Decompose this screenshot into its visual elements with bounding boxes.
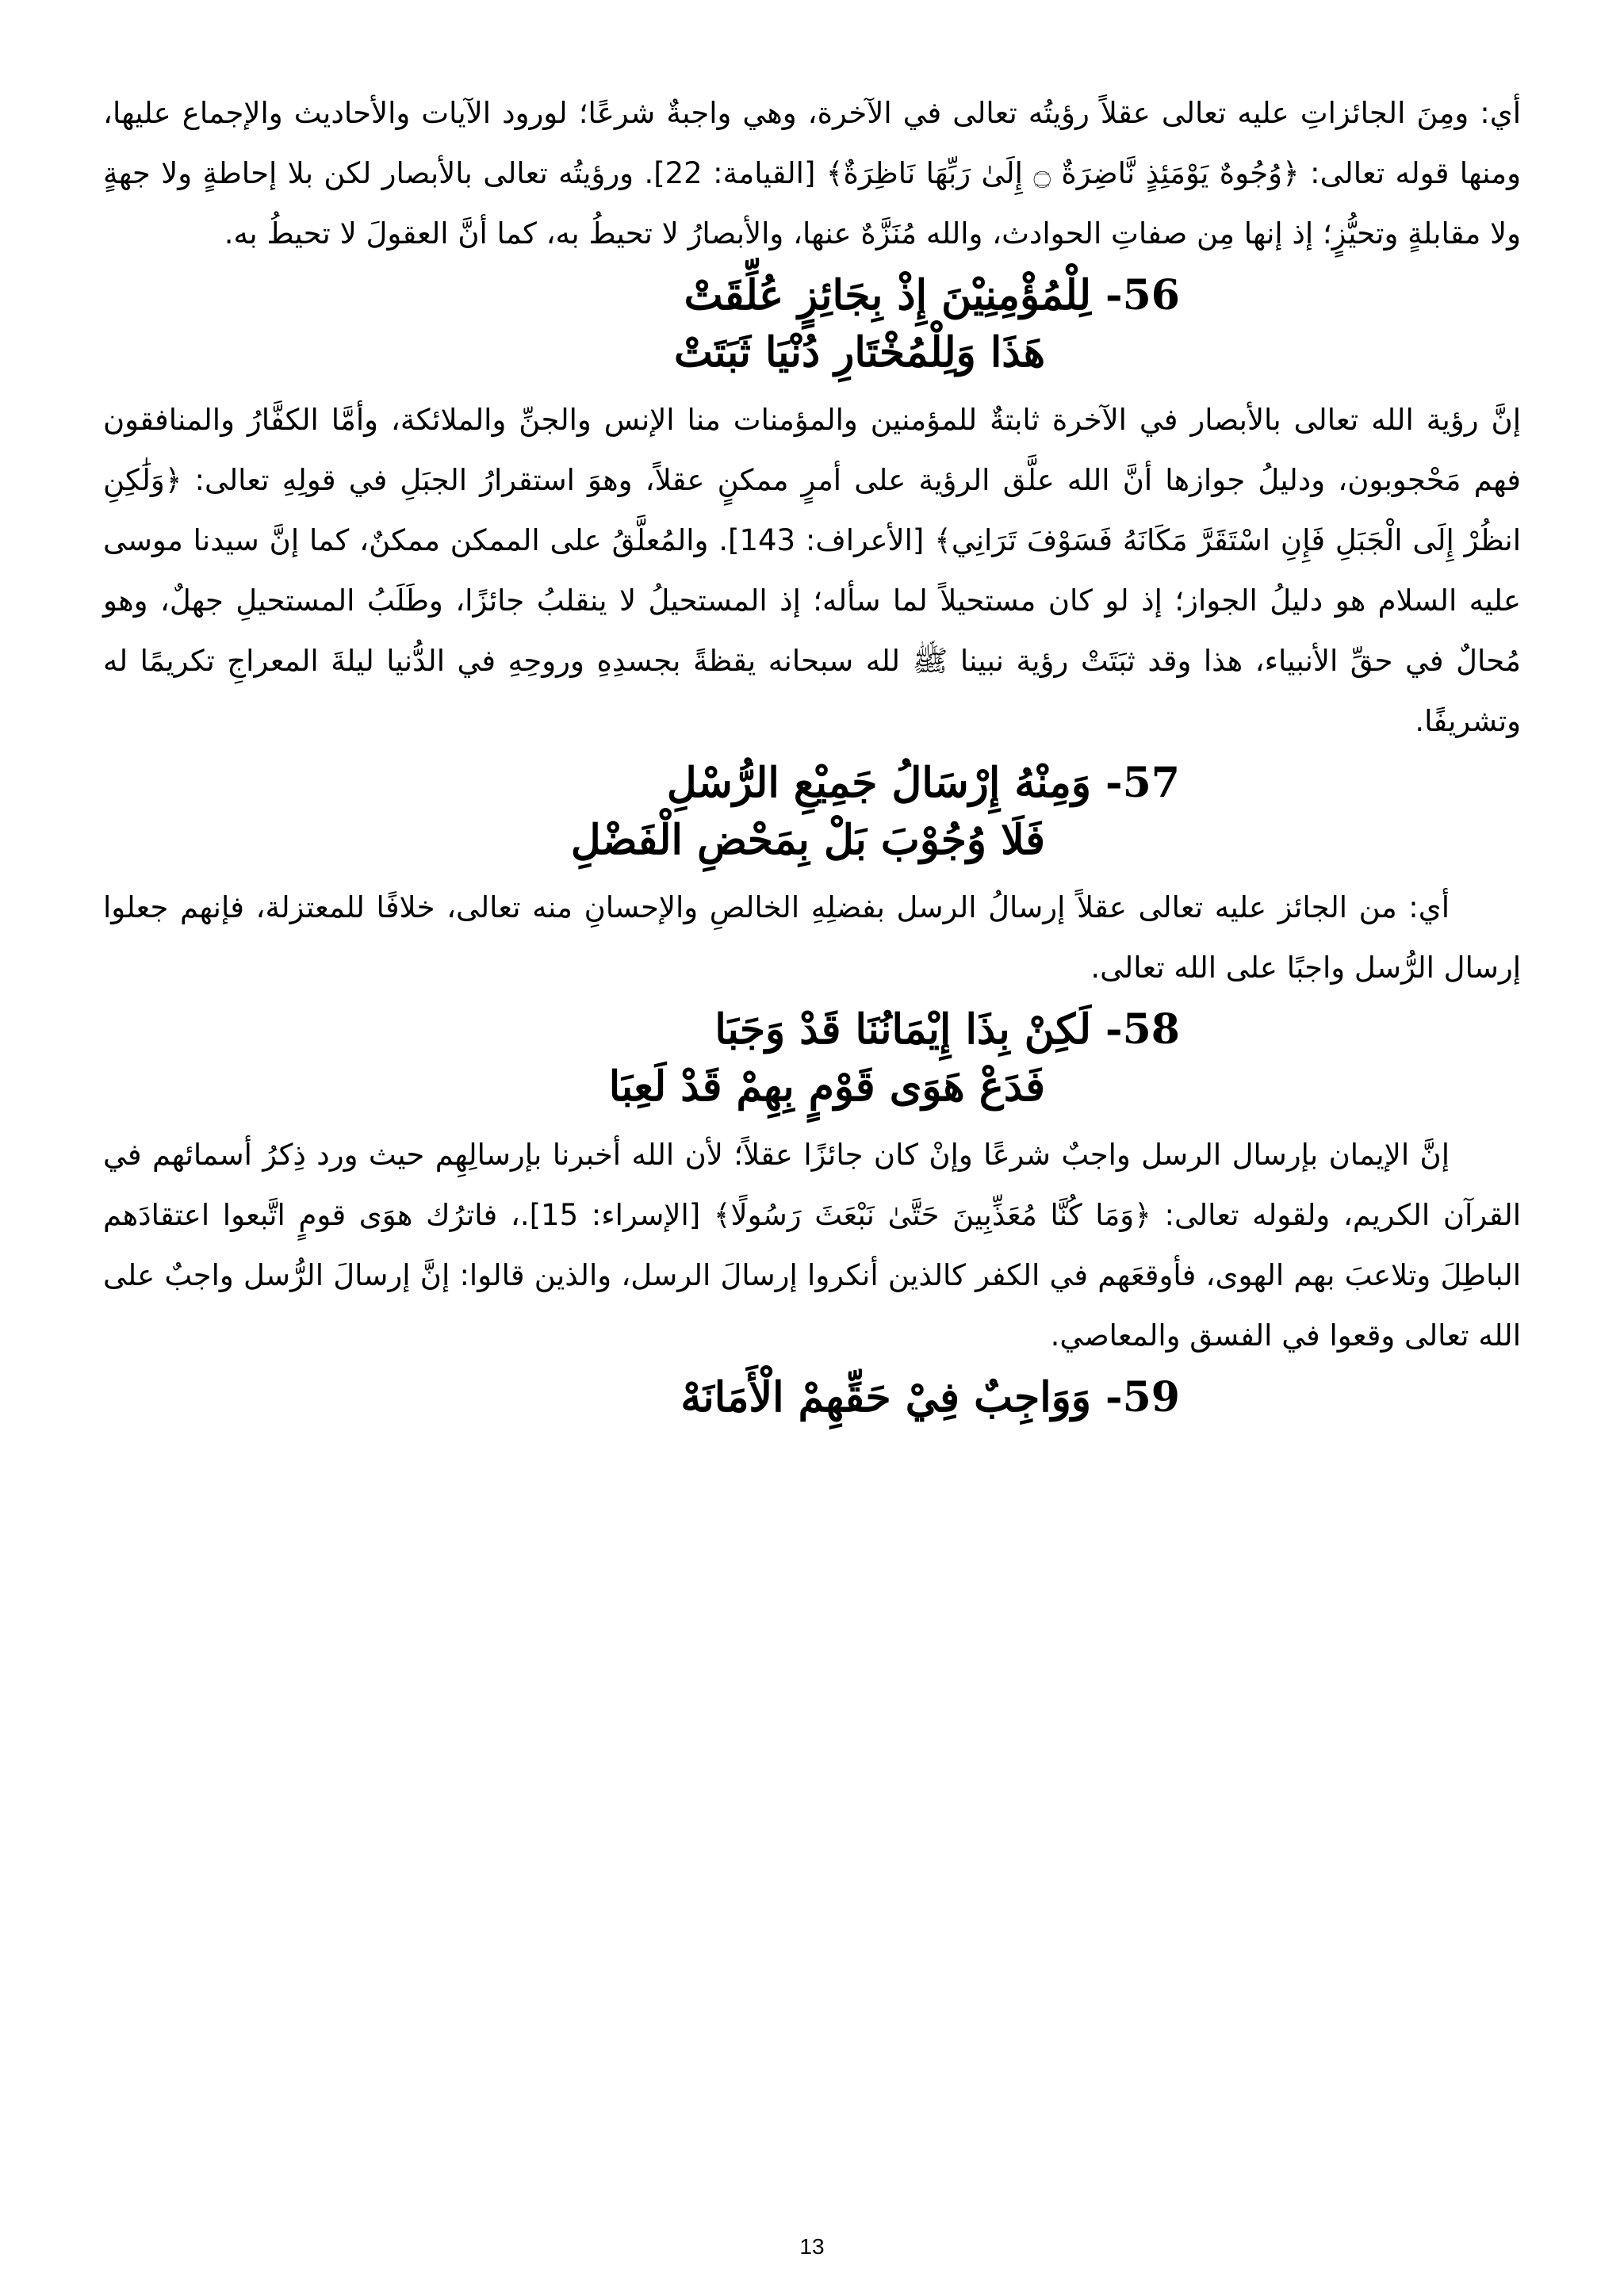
paragraph-3: أي: من الجائز عليه تعالى عقلاً إرسالُ الرسل بفضلِهِ الخالصِ والإحسانِ منه تعالى، خلافًا للمعتزلة، فإنهم جعلوا إرسال الرُّسل واجبًا على الله تعالى. [103,890,1521,985]
verse-58-line-2: فَدَعْ هَوَى قَوْمٍ بِهِمْ قَدْ لَعِبَا [608,1062,1045,1111]
verse-58-line-1: 58- لَكِنْ بِذَا إِيْمَانُنَا قَدْ وَجَبَا [714,1005,1180,1054]
paragraph-2: إنَّ رؤية الله تعالى بالأبصار في الآخرة ثابتةٌ للمؤمنين والمؤمنات منا الإنس والجنِّ والملائكة، وأمَّا الكفَّارُ والمنافقون فهم مَحْجوبون، ودليلُ جوازها أنَّ الله علَّق الرؤية على أمرٍ ممكنٍ عقلاً، وهوَ استقرارُ الجبَلِ في قولِهِ تعالى: ﴿وَلَٰكِنِ انظُرْ إِلَى الْجَبَلِ فَإِنِ اسْتَقَرَّ مَكَانَهُ فَسَوْفَ تَرَانِي﴾ [الأعراف: 143]. والمُعلَّقُ على الممكن ممكنٌ، كما إنَّ سيدنا موسى عليه السلام هو دليلُ الجواز؛ إذ لو كان مستحيلاً لما سأله؛ إذ المستحيلُ لا ينقلبُ جائزًا، وطَلَبُ المستحيلِ جهلٌ، وهو مُحالٌ في حقِّ الأنبياء، هذا وقد ثبَتَتْ رؤية نبينا ﷺ لله سبحانه يقظةً بجسدِهِ وروحِهِ في الدُّنيا ليلةَ المعراجِ تكريمًا له وتشريفًا. [103,403,1521,739]
paragraph-4: إنَّ الإيمان بإرسال الرسل واجبٌ شرعًا وإنْ كان جائزًا عقلاً؛ لأن الله أخبرنا بإرسالِهِم حيث ورد ذِكرُ أسمائهم في القرآن الكريم، ولقوله تعالى: ﴿وَمَا كُنَّا مُعَذِّبِينَ حَتَّىٰ نَبْعَثَ رَسُولًا﴾ [الإسراء: 15].، فاترُك هوَى قومٍ اتَّبعوا اعتقادَهم الباطِلَ وتلاعبَ بهم الهوى، فأوقعَهم في الكفر كالذين أنكروا إرسالَ الرسل، والذين قالوا: إنَّ إرسالَ الرُّسل واجبٌ على الله تعالى وقعوا في الفسق والمعاصي. [103,1137,1521,1353]
page-content [103,83,1521,1424]
verse-56-line-1: 56- لِلْمُؤْمِنِيْنَ إِذْ بِجَائِزٍ عُلِّقَتْ [684,271,1180,320]
page-number: 13 [799,2234,825,2259]
verse-57-line-1: 57- وَمِنْهُ إِرْسَالُ جَمِيْعِ الرُّسْلِ [666,759,1180,808]
verse-56-line-2: هَذَا وَلِلْمُخْتَارِ دُنْيَا ثَبَتَتْ [674,327,1045,377]
verse-59-line-1: 59- وَوَاجِبٌ فِيْ حَقِّهِمْ الْأَمَانَهْ [680,1372,1180,1422]
paragraph-1: أي: ومِنَ الجائزاتِ عليه تعالى عقلاً رؤيتُه تعالى في الآخرة، وهي واجبةٌ شرعًا؛ لورود الآيات والأحاديث والإجماع عليها، ومنها قوله تعالى: ﴿وُجُوهٌ يَوْمَئِذٍ نَّاضِرَةٌ ۝ إِلَىٰ رَبِّهَا نَاظِرَةٌ﴾ [القيامة: 22]. ورؤيتُه تعالى بالأبصار لكن بلا إحاطةٍ ولا جهةٍ ولا مقابلةٍ وتحيُّزٍ؛ إذ إنها مِن صفاتِ الحوادث، والله مُنَزَّهٌ عنها، والأبصارُ لا تحيطُ به، كما أنَّ العقولَ لا تحيطُ به. [103,96,1521,251]
verse-57-line-2: فَلَا وُجُوْبَ بَلْ بِمَحْضِ الْفَضْلِ [570,815,1045,864]
